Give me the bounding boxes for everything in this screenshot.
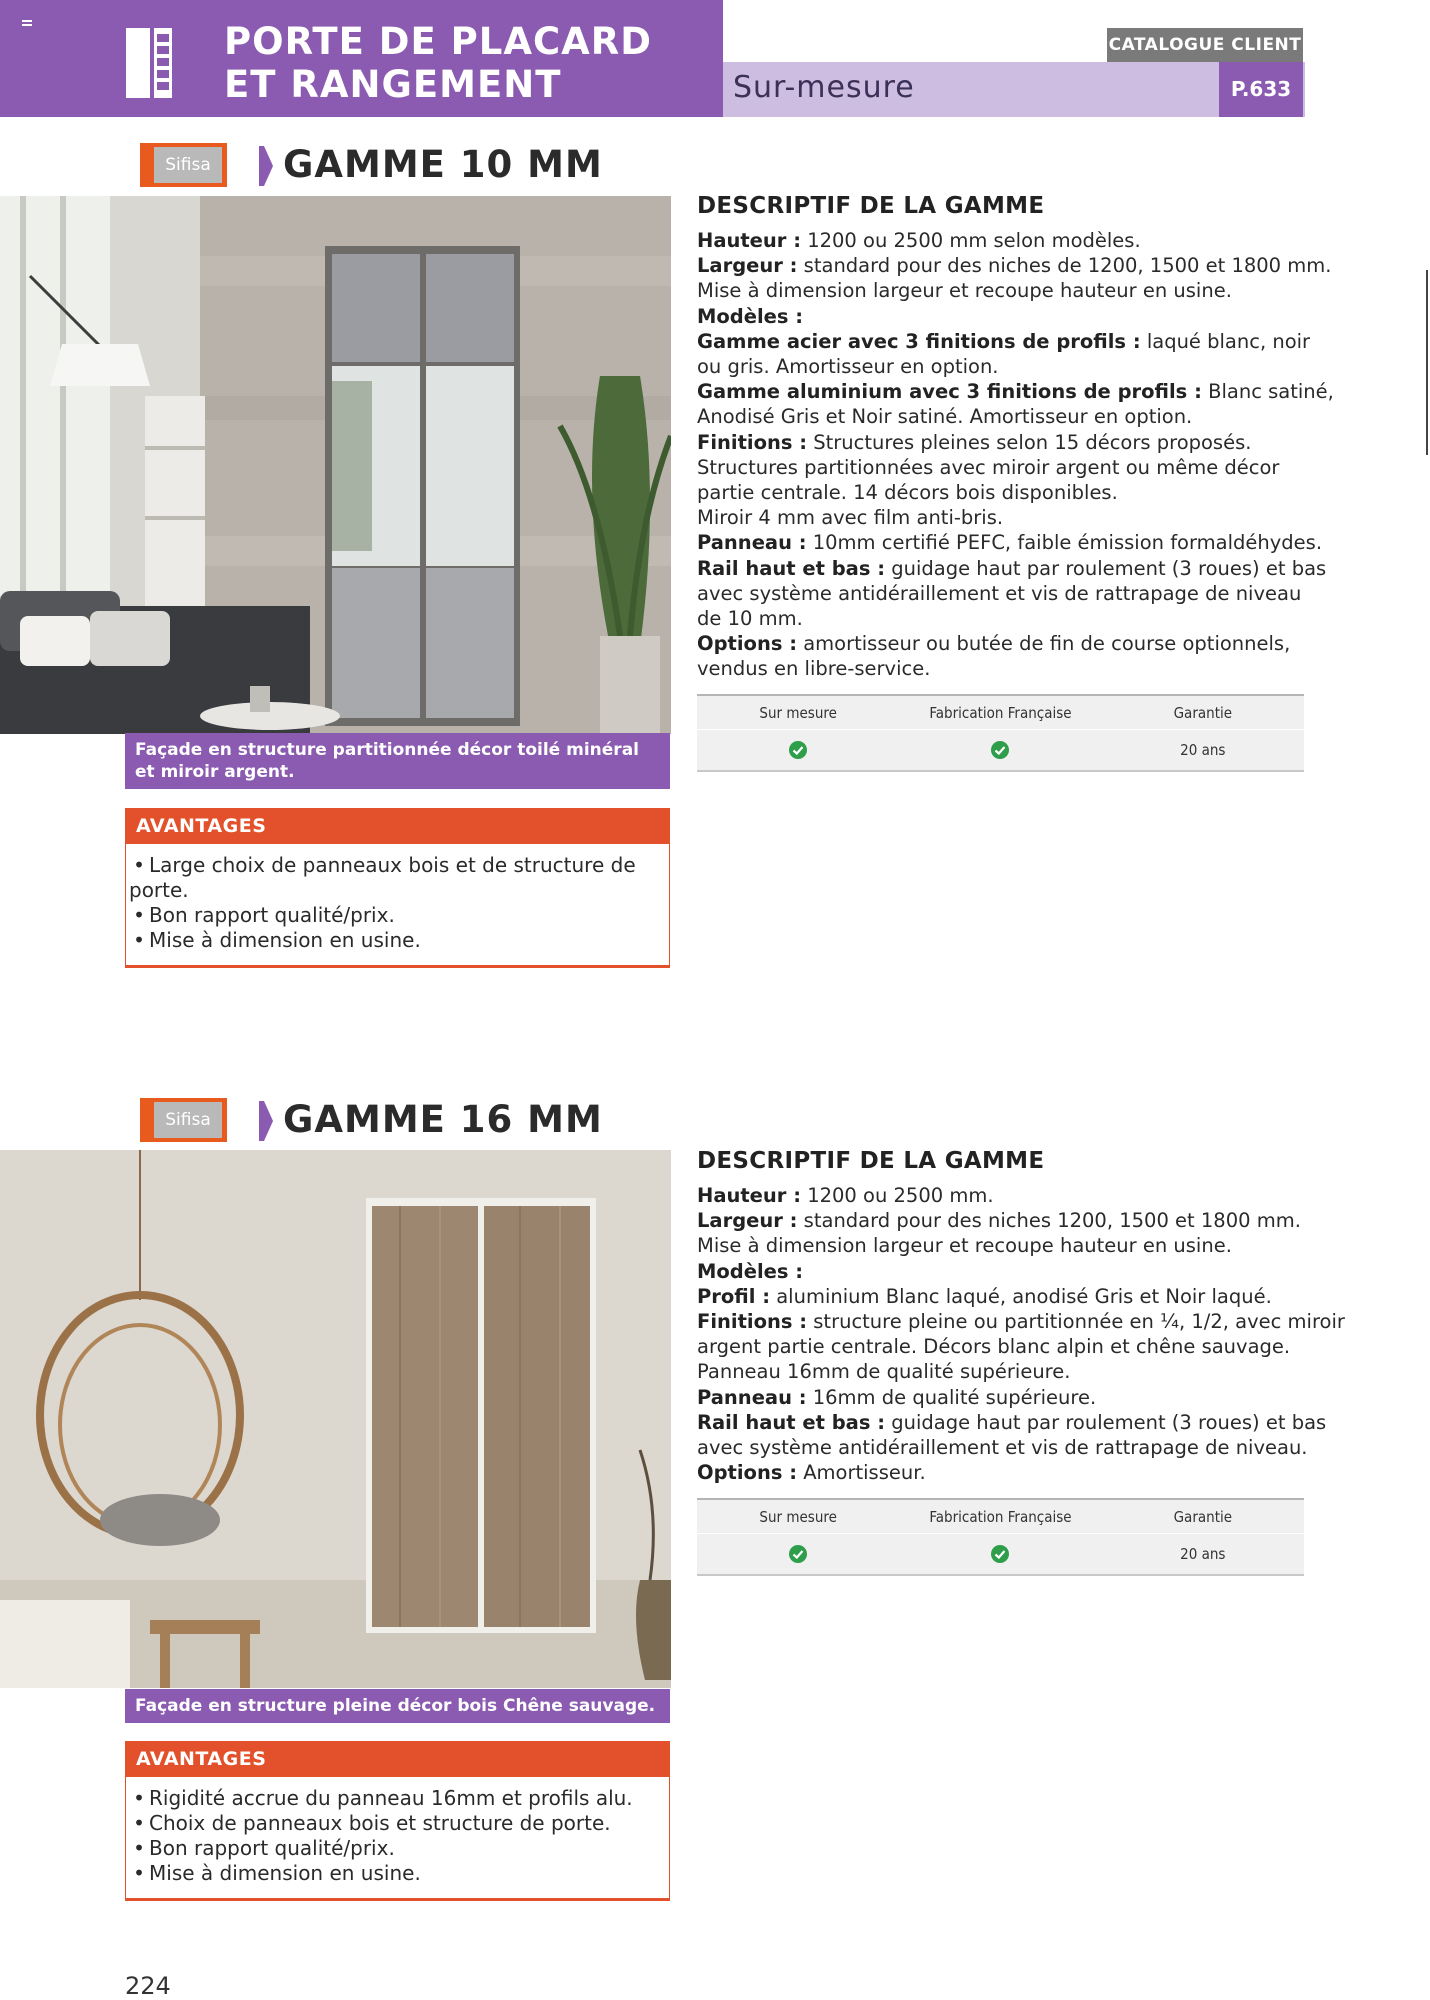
description-title: DESCRIPTIF DE LA GAMME (697, 193, 1045, 219)
catalogue-label: CATALOGUE CLIENT (1107, 28, 1303, 62)
description-text: 10mm certifié PEFC, faible émission formaldéhydes. (806, 531, 1323, 555)
description-body (697, 1183, 1345, 1485)
description-line (697, 505, 1307, 530)
description-label: Largeur : (697, 1209, 798, 1233)
description-text: standard pour des niches 1200, 1500 et 1800 mm. (797, 1209, 1301, 1233)
description-label: Gamme acier avec 3 finitions de profils : (697, 329, 1141, 353)
features-table (697, 694, 1304, 772)
page-number: 224 (125, 1972, 171, 2000)
photo-caption: Façade en structure partitionnée décor toilé minéral et miroir argent. (125, 733, 670, 789)
description-text: aluminium Blanc laqué, anodisé Gris et Noir laqué. (770, 1284, 1272, 1308)
product-photo (0, 1150, 671, 1688)
section-title: GAMME 10 MM (283, 143, 603, 186)
description-text: Anodisé Gris et Noir satiné. Amortisseur en option. (697, 405, 1193, 429)
description-text: ou gris. Amortisseur en option. (697, 355, 999, 379)
advantages-box (125, 1741, 670, 1901)
description-line (697, 304, 1307, 329)
description-text: Amortisseur. (797, 1461, 926, 1485)
description-line (697, 253, 1332, 278)
description-line (697, 530, 1323, 555)
description-line (697, 556, 1327, 581)
description-text: Mise à dimension largeur et recoupe hauteur en usine. (697, 279, 1232, 303)
list-item: • Choix de panneaux bois et structure de porte. (129, 1811, 657, 1836)
description-text: Structures partitionnées avec miroir argent ou même décor (697, 455, 1280, 479)
description-line (697, 228, 1307, 253)
description-label: Modèles : (697, 304, 804, 328)
description-line (697, 1460, 1307, 1485)
description-line (697, 1410, 1327, 1435)
description-line (697, 430, 1307, 455)
description-line (697, 404, 1307, 429)
features-table (697, 1498, 1304, 1576)
description-text: partie centrale. 14 décors bois disponibles. (697, 481, 1118, 505)
check-icon (697, 1545, 899, 1564)
chevron-right-icon (259, 146, 273, 186)
description-line (697, 1359, 1307, 1384)
description-text: guidage haut par roulement (3 roues) et bas (885, 1410, 1327, 1434)
list-item: • Bon rapport qualité/prix. (129, 903, 657, 928)
page-reference: P.633 (1219, 62, 1303, 117)
description-line (697, 278, 1307, 303)
table-header: Fabrication Française (929, 1507, 1072, 1526)
description-label: Options : (697, 1461, 798, 1485)
description-line (697, 1435, 1307, 1460)
description-label: Panneau : (697, 1385, 807, 1409)
list-item: • Rigidité accrue du panneau 16mm et profils alu. (129, 1786, 657, 1811)
product-photo (0, 196, 671, 734)
page-title: PORTE DE PLACARD ET RANGEMENT (224, 20, 652, 106)
description-text: 1200 ou 2500 mm selon modèles. (801, 229, 1141, 252)
description-line (697, 354, 1307, 379)
advantages-title: AVANTAGES (126, 808, 669, 844)
description-body (697, 228, 1334, 682)
description-label: Gamme aluminium avec 3 finitions de profils : (697, 380, 1202, 404)
description-label: Finitions : (697, 1310, 808, 1334)
advantages-box (125, 808, 670, 968)
divider (1426, 270, 1428, 455)
description-line (697, 581, 1307, 606)
range-description (697, 193, 1334, 682)
description-line (697, 1233, 1307, 1258)
subtitle: Sur-mesure (733, 70, 915, 105)
description-label: Panneau : (697, 531, 807, 555)
photo-caption: Façade en structure pleine décor bois Chêne sauvage. (125, 1689, 670, 1723)
description-text: avec système antidéraillement et vis de rattrapage de niveau. (697, 1436, 1308, 1460)
brand-logo: Sifisa (140, 143, 227, 187)
description-line (697, 1284, 1307, 1309)
table-header: Garantie (1173, 703, 1233, 722)
description-label: Modèles : (697, 1259, 804, 1283)
list-item: • Bon rapport qualité/prix. (129, 1836, 657, 1861)
description-text: Blanc satiné, (1201, 380, 1334, 404)
description-text: Structures pleines selon 15 décors proposés. (807, 430, 1252, 454)
description-label: Largeur : (697, 254, 798, 278)
description-title: DESCRIPTIF DE LA GAMME (697, 1148, 1045, 1174)
list-item: • Large choix de panneaux bois et de structure de porte. (129, 853, 657, 903)
description-line (697, 329, 1311, 354)
advantages-title: AVANTAGES (126, 1741, 669, 1777)
check-icon (899, 1545, 1101, 1564)
description-line (697, 1334, 1307, 1359)
range-description (697, 1148, 1345, 1485)
description-text: 1200 ou 2500 mm. (801, 1184, 994, 1207)
description-label: Rail haut et bas : (697, 556, 886, 580)
description-text: amortisseur ou butée de fin de course optionnels, (797, 632, 1291, 656)
description-label: Options : (697, 632, 798, 656)
description-line (697, 631, 1307, 656)
menu-icon[interactable] (22, 20, 32, 28)
list-item: • Mise à dimension en usine. (129, 928, 657, 953)
description-text: guidage haut par roulement (3 roues) et bas (885, 556, 1327, 580)
description-text: Panneau 16mm de qualité supérieure. (697, 1360, 1071, 1384)
check-icon (697, 741, 899, 760)
description-text: Miroir 4 mm avec film anti-bris. (697, 506, 1004, 530)
table-header: Fabrication Française (929, 703, 1072, 722)
check-icon (899, 741, 1101, 760)
description-label: Profil : (697, 1284, 771, 1308)
description-text: avec système antidéraillement et vis de rattrapage de niveau (697, 581, 1302, 605)
description-line (697, 1183, 1307, 1208)
description-text: 16mm de qualité supérieure. (806, 1385, 1097, 1409)
description-line (697, 379, 1334, 404)
table-header: Sur mesure (759, 1507, 837, 1526)
brand-logo: Sifisa (140, 1098, 227, 1142)
warranty-value: 20 ans (1180, 1545, 1226, 1563)
warranty-value: 20 ans (1180, 741, 1226, 759)
description-text: de 10 mm. (697, 607, 803, 631)
description-label: Hauteur : (697, 229, 801, 252)
section-title: GAMME 16 MM (283, 1098, 603, 1141)
description-line (697, 1259, 1307, 1284)
list-item: • Mise à dimension en usine. (129, 1861, 657, 1886)
table-header: Garantie (1173, 1507, 1233, 1526)
description-line (697, 606, 1307, 631)
description-label: Finitions : (697, 430, 808, 454)
chevron-right-icon (259, 1101, 273, 1141)
description-line (697, 1309, 1345, 1334)
table-header: Sur mesure (759, 703, 837, 722)
description-label: Rail haut et bas : (697, 1410, 886, 1434)
description-text: standard pour des niches de 1200, 1500 et 1800 mm. (797, 254, 1332, 278)
description-label: Hauteur : (697, 1184, 801, 1207)
description-line (697, 1208, 1307, 1233)
description-line (697, 1385, 1307, 1410)
description-text: argent partie centrale. Décors blanc alpin et chêne sauvage. (697, 1335, 1291, 1359)
description-text: structure pleine ou partitionnée en ¼, 1/2, avec miroir (807, 1310, 1345, 1334)
description-text: laqué blanc, noir (1140, 329, 1311, 353)
wardrobe-icon (126, 28, 172, 98)
description-line (697, 480, 1307, 505)
description-text: Mise à dimension largeur et recoupe hauteur en usine. (697, 1234, 1232, 1258)
description-line (697, 656, 1307, 681)
description-text: vendus en libre-service. (697, 657, 931, 681)
description-line (697, 455, 1307, 480)
